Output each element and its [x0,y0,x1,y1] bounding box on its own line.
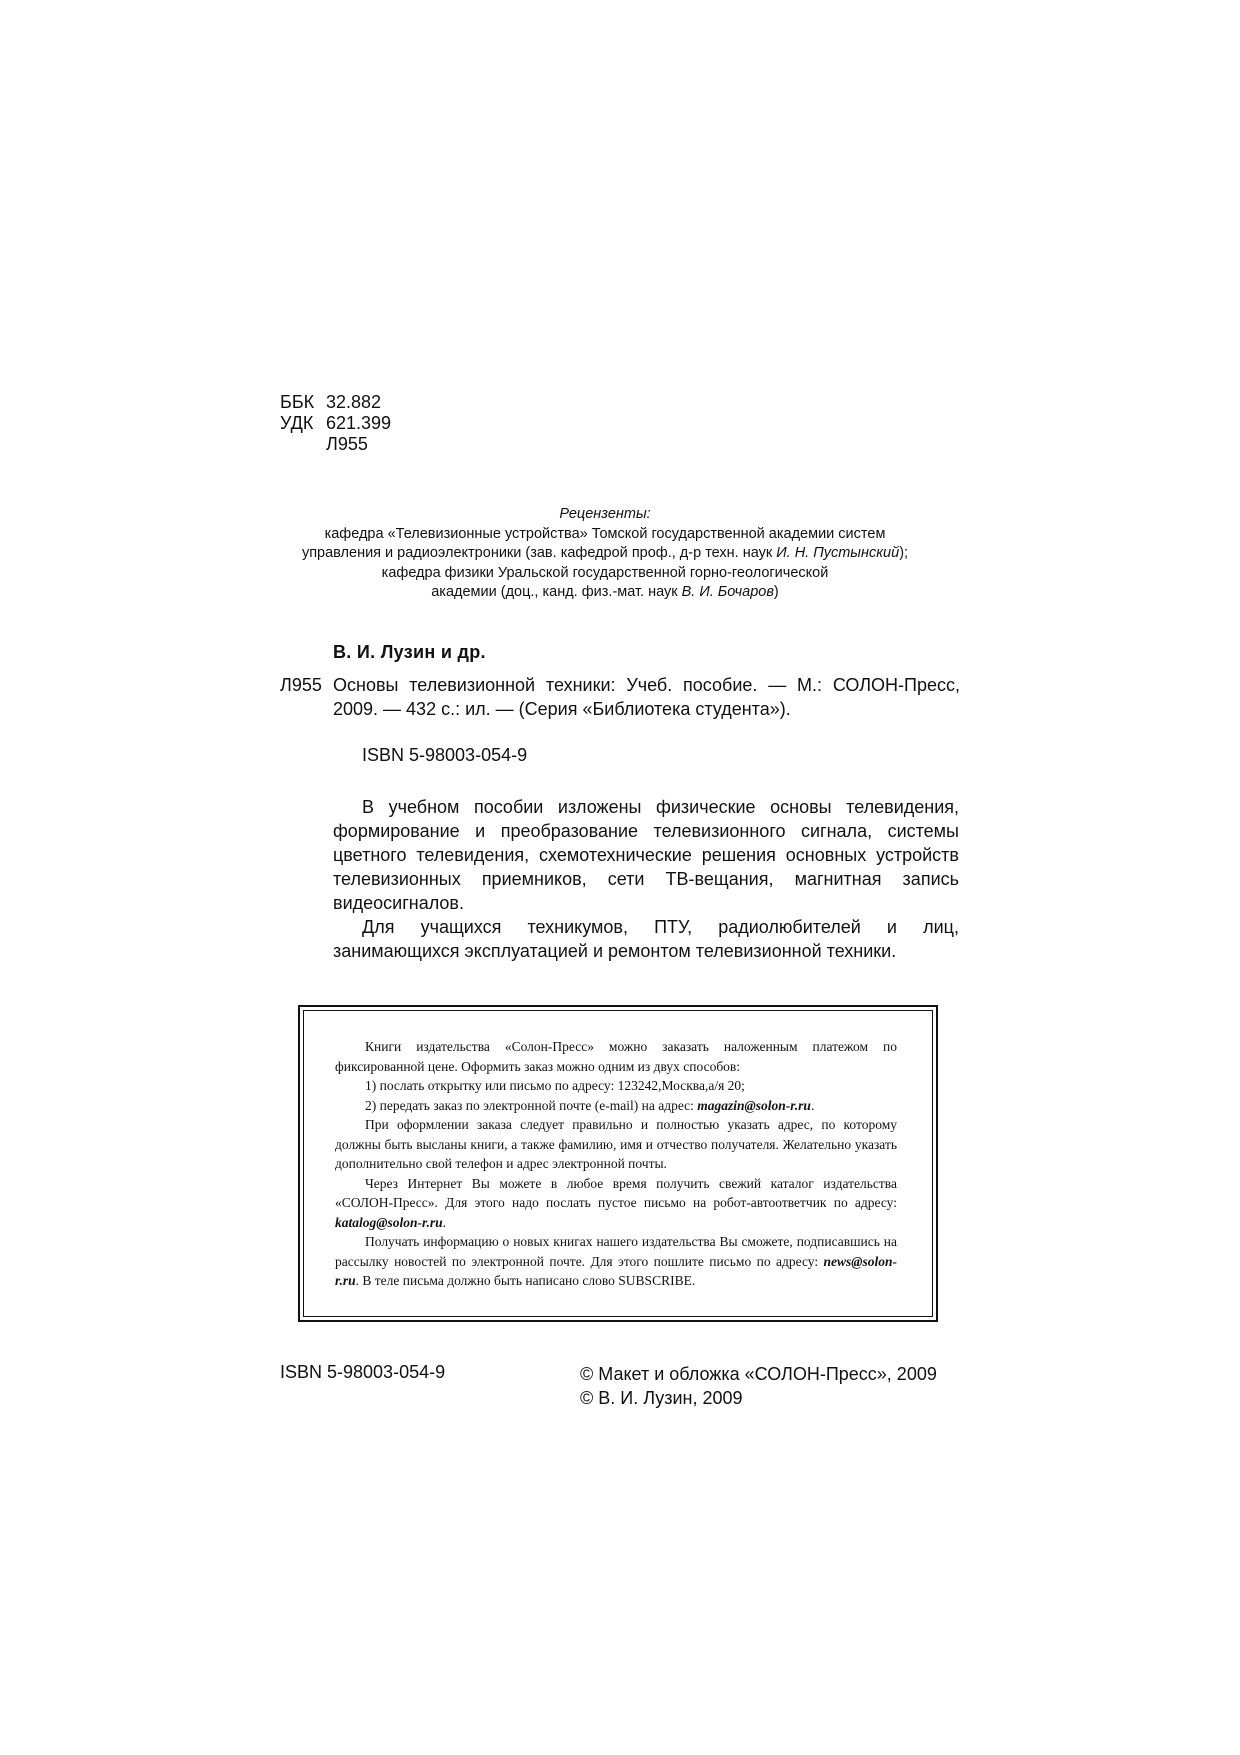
order-method: 2) передать заказ по электронной почте (e-mail) на адрес: magazin@solon-r.ru. [365,1097,815,1113]
udk-value: 621.399 [326,413,392,433]
udk-label: УДК [280,413,314,433]
reviewers-line: управления и радиоэлектроники (зав. кафедрой проф., д-р техн. наук И. Н. Пустынский); [301,545,909,561]
order-info-content [335,1037,897,1291]
copyright-line: © Макет и обложка «СОЛОН-Пресс», 2009 [580,1364,937,1384]
reviewers-line: кафедра «Телевизионные устройства» Томской государственной академии систем [324,525,886,542]
bbk-label: ББК [280,392,315,412]
order-paragraph: Через Интернет Вы можете в любое время получить свежий каталог издательства «СОЛОН-Пресс». Для этого надо послать пустое письмо на робот-автоответчик по адресу: katalog@solon-r.ru. [335,1175,897,1230]
bibliographic-citation [280,673,960,721]
isbn-footer: ISBN 5-98003-054-9 [280,1362,446,1382]
order-info-box [298,1005,938,1322]
citation-code: Л955 [280,675,322,695]
annotation-paragraph: Для учащихся техникумов, ПТУ, радиолюбителей и лиц, занимающихся эксплуатацией и ремонтом телевизионной техники. [333,917,959,961]
bbk-value: 32.882 [326,392,382,412]
annotation [333,795,959,963]
author-heading: В. И. Лузин и др. [333,642,486,662]
classification-codes [280,392,391,455]
reviewers-line: кафедра физики Уральской государственной горно-геологической [381,564,829,581]
reviewers-block [290,505,920,603]
reviewers-title: Рецензенты: [559,506,651,522]
copyright-line: © В. И. Лузин, 2009 [580,1388,743,1408]
email-link[interactable]: news@solon-r.ru [335,1253,897,1288]
isbn: ISBN 5-98003-054-9 [362,745,528,765]
author-mark: Л955 [326,434,368,454]
order-method: 1) послать открытку или письмо по адресу: 123242,Москва,а/я 20; [365,1078,745,1093]
order-paragraph: Получать информацию о новых книгах нашего издательства Вы сможете, подписавшись на рассылку новостей по электронной почте. Для этого пошлите письмо по адресу: news@solon-r.ru. В теле письма должно быть написано слово SUBSCRIBE. [335,1234,897,1288]
citation-text: Основы телевизионной техники: Учеб. пособие. — М.: СОЛОН-Пресс, 2009. — 432 с.: ил. — (Серия «Библиотека студента»). [333,675,960,719]
order-paragraph: При оформлении заказа следует правильно и полностью указать адрес, по которому должны быть высланы книги, а также фамилию, имя и отчество получателя. Желательно указать дополнительно свой телефон и адрес электронной почты. [335,1117,897,1171]
reviewer-name: В. И. Бочаров [681,584,774,600]
reviewer-name: И. Н. Пустынский [776,545,900,561]
annotation-paragraph: В учебном пособии изложены физические основы телевидения, формирование и преобразование телевизионного сигнала, системы цветного телевидения, схемотехнические решения основных устройств телевизионных приемников, сети ТВ-вещания, магнитная запись видеосигналов. [333,797,959,913]
reviewers-line: академии (доц., канд. физ.-мат. наук В. И. Бочаров) [431,584,779,600]
copyright-block [580,1362,937,1410]
email-link[interactable]: magazin@solon-r.ru [697,1097,811,1113]
email-link[interactable]: katalog@solon-r.ru [335,1214,443,1230]
order-paragraph: Книги издательства «Солон-Пресс» можно заказать наложенным платежом по фиксированной цене. Оформить заказ можно одним из двух способов: [335,1039,897,1074]
